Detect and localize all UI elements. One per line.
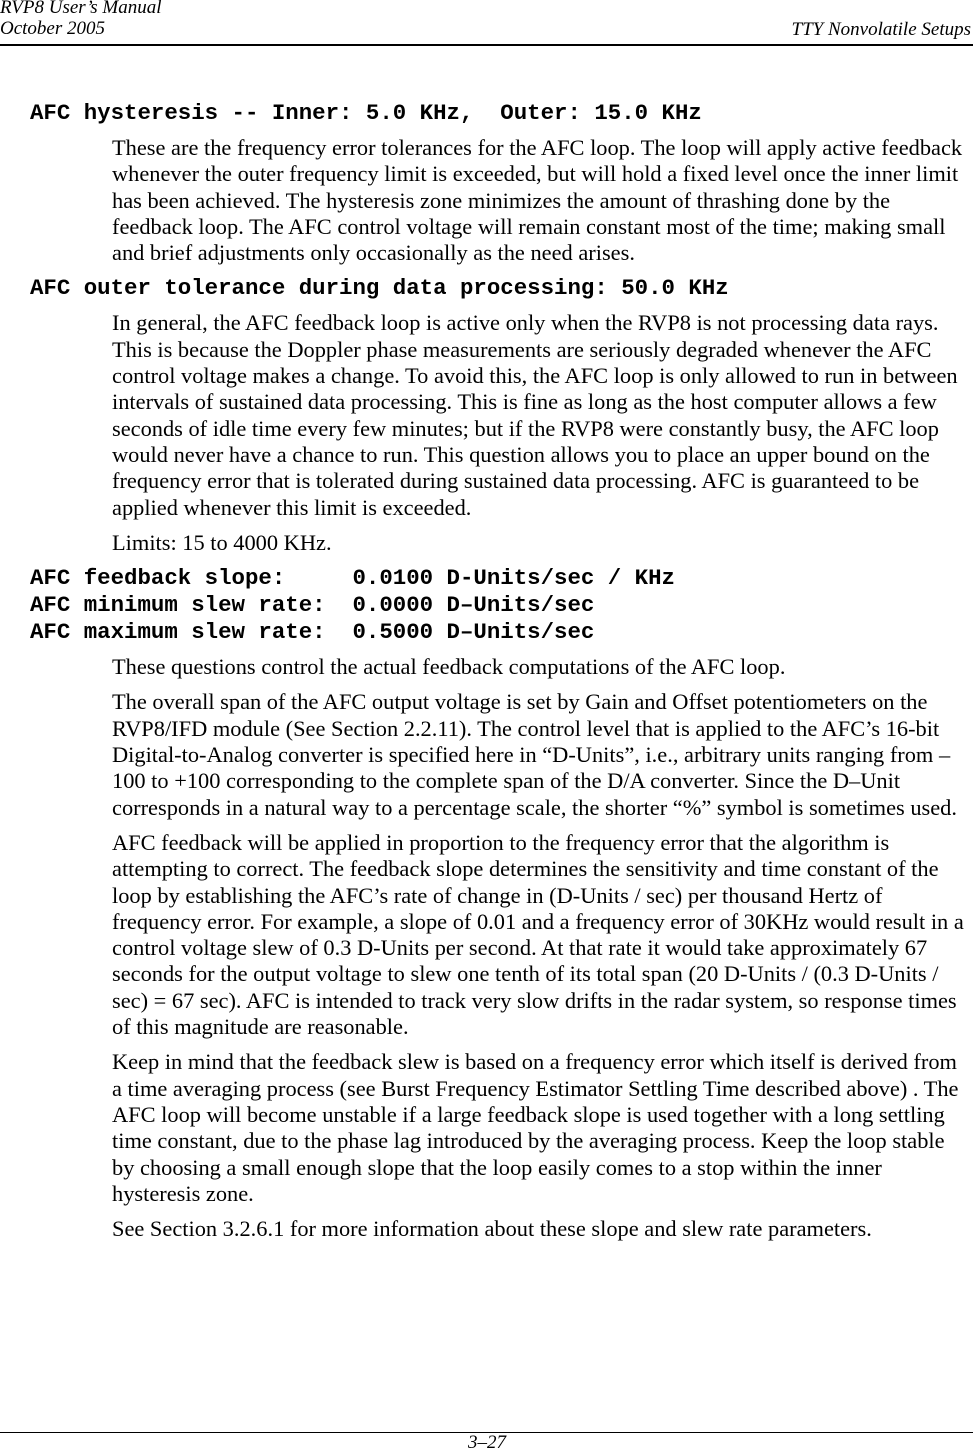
paragraph-limits: Limits: 15 to 4000 KHz.: [112, 529, 332, 555]
page-header: [0, 0, 973, 46]
setting-afc-minimum-slew-rate: AFC minimum slew rate: 0.0000 D–Units/sec: [30, 592, 595, 619]
setting-afc-outer-tolerance: AFC outer tolerance during data processing: 50.0 KHz: [30, 275, 729, 302]
header-left: [0, 0, 162, 39]
section-title: TTY Nonvolatile Setups: [791, 19, 971, 40]
paragraph-stability: Keep in mind that the feedback slew is based on a frequency error which itself is derived from a time averaging process (see Burst Frequency Estimator Settling Time described above) . The AFC loop will become unstable if a large feedback slope is used together with a long settling time constant, due to the phase lag introduced by the averaging process. Keep the loop stable by choosing a small enough slope that the loop easily comes to a stop within the inner hysteresis zone.: [112, 1049, 959, 1206]
setting-afc-maximum-slew-rate: AFC maximum slew rate: 0.5000 D–Units/sec: [30, 619, 595, 646]
paragraph-output-span: The overall span of the AFC output voltage is set by Gain and Offset potentiometers on the RVP8/IFD module (See Section 2.2.11). The control level that is applied to the AFC’s 16-bit Digital-to-Analog converter is specified here in “D-Units”, i.e., arbitrary units ranging from –100 to +100 corresponding to the complete span of the D/A converter. Since the D–Unit corresponds in a natural way to a percentage scale, the shorter “%” symbol is sometimes used.: [112, 689, 957, 820]
paragraph-feedback-intro: These questions control the actual feedback computations of the AFC loop.: [112, 654, 786, 680]
manual-title: RVP8 User’s Manual: [0, 0, 162, 18]
page-number: 3–27: [468, 1432, 506, 1453]
paragraph-feedback-slope: AFC feedback will be applied in proportion to the frequency error that the algorithm is attempting to correct. The feedback slope determines the sensitivity and time constant of the loop by establishing the AFC’s rate of change in (D-Units / sec) per thousand Hertz of frequency error. For example, a slope of 0.01 and a frequency error of 30KHz would result in a control voltage slew of 0.3 D-Units per second. At that rate it would take approximately 67 seconds for the output voltage to slew one tenth of its total span (20 D-Units / (0.3 D-Units / sec) = 67 sec). AFC is intended to track very slow drifts in the radar system, so response times of this magnitude are reasonable.: [112, 829, 964, 1040]
manual-date: October 2005: [0, 18, 106, 39]
paragraph-outer-tolerance: In general, the AFC feedback loop is active only when the RVP8 is not processing data rays. This is because the Doppler phase measurements are seriously degraded whenever the AFC control voltage makes a change. To avoid this, the AFC loop is only allowed to run in between intervals of sustained data processing. This is fine as long as the host computer allows a few seconds of idle time every few minutes; but if the RVP8 were constantly busy, the AFC loop would never have a chance to run. This question allows you to place an upper bound on the frequency error that is tolerated during sustained data processing. AFC is guaranteed to be applied whenever this limit is exceeded.: [112, 310, 958, 520]
paragraph-hysteresis: These are the frequency error tolerances for the AFC loop. The loop will apply active feedback whenever the outer frequency limit is exceeded, but will hold a fixed level once the inner limit has been achieved. The hysteresis zone minimizes the amount of thrashing done by the feedback loop. The AFC control voltage will remain constant most of the time; making small and brief adjustments only occasionally as the need arises.: [112, 135, 963, 266]
paragraph-see-section: See Section 3.2.6.1 for more information about these slope and slew rate parameters.: [112, 1216, 872, 1242]
page-content: [0, 100, 973, 1242]
setting-afc-feedback-slope: AFC feedback slope: 0.0100 D-Units/sec / KHz: [30, 565, 675, 592]
setting-afc-hysteresis: AFC hysteresis -- Inner: 5.0 KHz, Outer: 15.0 KHz: [30, 100, 702, 126]
